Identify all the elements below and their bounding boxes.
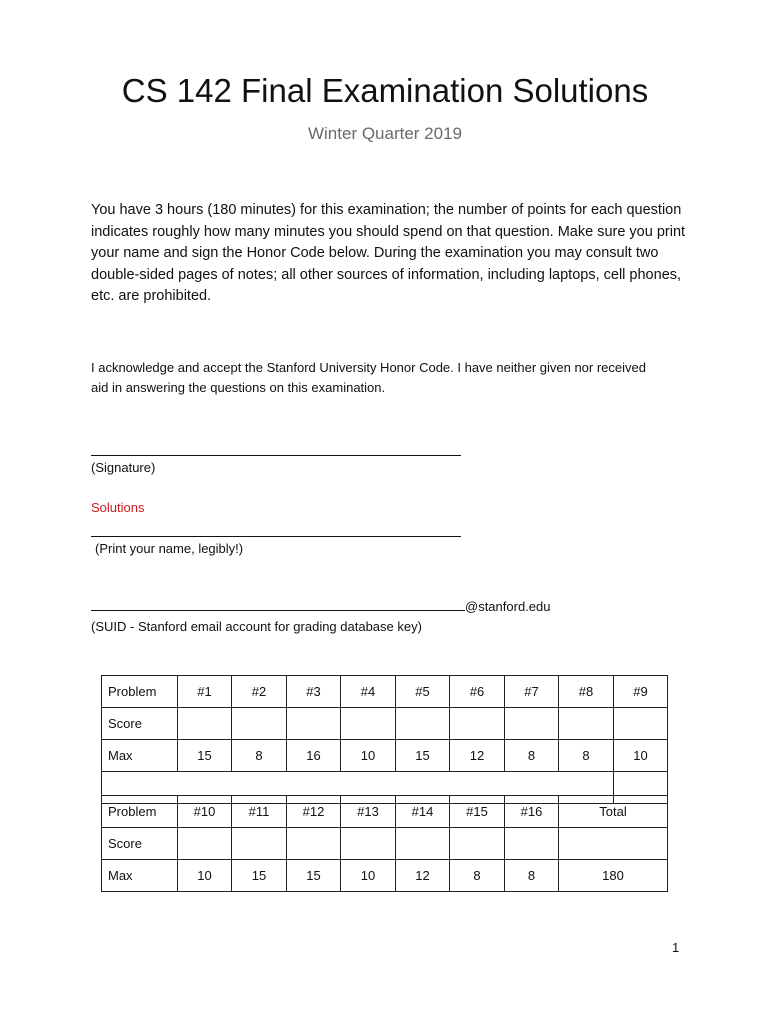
max-cell: 15 (178, 740, 232, 772)
score-cell (287, 708, 341, 740)
email-field (91, 598, 465, 611)
problem-header: #4 (341, 676, 396, 708)
table-row (102, 828, 668, 860)
table-row (102, 796, 668, 828)
total-header: Total (559, 796, 668, 828)
name-line (91, 524, 461, 540)
problem-header: #6 (450, 676, 505, 708)
problem-label: Problem (102, 676, 178, 708)
page-title: CS 142 Final Examination Solutions (121, 72, 649, 109)
score-cell (178, 828, 232, 860)
score-table-2 (101, 795, 668, 892)
max-cell: 15 (287, 860, 341, 892)
score-cell (341, 708, 396, 740)
printed-name-value: Solutions (91, 500, 145, 515)
max-cell: 10 (178, 860, 232, 892)
score-cell (559, 708, 614, 740)
problem-header: #7 (505, 676, 559, 708)
score-table-1 (101, 675, 668, 804)
problem-header: #11 (232, 796, 287, 828)
score-cell (396, 708, 450, 740)
max-label: Max (102, 860, 178, 892)
page-subtitle: Winter Quarter 2019 (307, 124, 462, 143)
problem-header: #13 (341, 796, 396, 828)
problem-header: #10 (178, 796, 232, 828)
table-row (102, 740, 668, 772)
problem-header: #3 (287, 676, 341, 708)
max-cell: 8 (232, 740, 287, 772)
table-row (102, 708, 668, 740)
signature-field (91, 443, 461, 456)
score-cell (505, 828, 559, 860)
problem-label: Problem (102, 796, 178, 828)
score-cell (505, 708, 559, 740)
max-cell: 8 (505, 740, 559, 772)
problem-header: #8 (559, 676, 614, 708)
max-cell: 12 (396, 860, 450, 892)
problem-header: #9 (614, 676, 668, 708)
table-row (102, 860, 668, 892)
email-suffix: @stanford.edu (465, 599, 551, 614)
table-row (102, 676, 668, 708)
total-max-cell: 180 (559, 860, 668, 892)
max-label: Max (102, 740, 178, 772)
signature-line (91, 443, 461, 459)
problem-header: #12 (287, 796, 341, 828)
total-score-cell (559, 828, 668, 860)
score-label: Score (102, 708, 178, 740)
score-cell (178, 708, 232, 740)
max-cell: 15 (396, 740, 450, 772)
max-cell: 16 (287, 740, 341, 772)
score-cell (232, 828, 287, 860)
score-label: Score (102, 828, 178, 860)
score-cell (287, 828, 341, 860)
problem-header: #1 (178, 676, 232, 708)
score-cell (450, 828, 505, 860)
name-field (91, 524, 461, 537)
email-line (91, 598, 550, 614)
max-cell: 12 (450, 740, 505, 772)
score-cell (450, 708, 505, 740)
score-cell (614, 708, 668, 740)
max-cell: 8 (450, 860, 505, 892)
problem-header: #5 (396, 676, 450, 708)
max-cell: 10 (341, 740, 396, 772)
problem-header: #16 (505, 796, 559, 828)
problem-header: #2 (232, 676, 287, 708)
instructions-paragraph: You have 3 hours (180 minutes) for this examination; the number of points for each question indicates roughly how many minutes you should spend on that question. Make sure you print your name and sign the Honor Code below. During the examination you may consult two double-sided pages of notes; all other sources of information, including laptops, cell phones, etc. are prohibited. (91, 202, 686, 304)
max-cell: 15 (232, 860, 287, 892)
signature-caption: (Signature) (91, 460, 156, 475)
max-cell: 8 (505, 860, 559, 892)
score-cell (341, 828, 396, 860)
problem-header: #15 (450, 796, 505, 828)
max-cell: 10 (341, 860, 396, 892)
page-number: 1 (672, 940, 680, 955)
score-cell (396, 828, 450, 860)
email-caption: (SUID - Stanford email account for grading database key) (91, 619, 422, 634)
name-caption: (Print your name, legibly!) (95, 541, 244, 556)
problem-header: #14 (396, 796, 450, 828)
max-cell: 8 (559, 740, 614, 772)
honor-code-statement: I acknowledge and accept the Stanford University Honor Code. I have neither given nor received aid in answering the questions on this examination. (91, 360, 646, 395)
score-cell (232, 708, 287, 740)
max-cell: 10 (614, 740, 668, 772)
